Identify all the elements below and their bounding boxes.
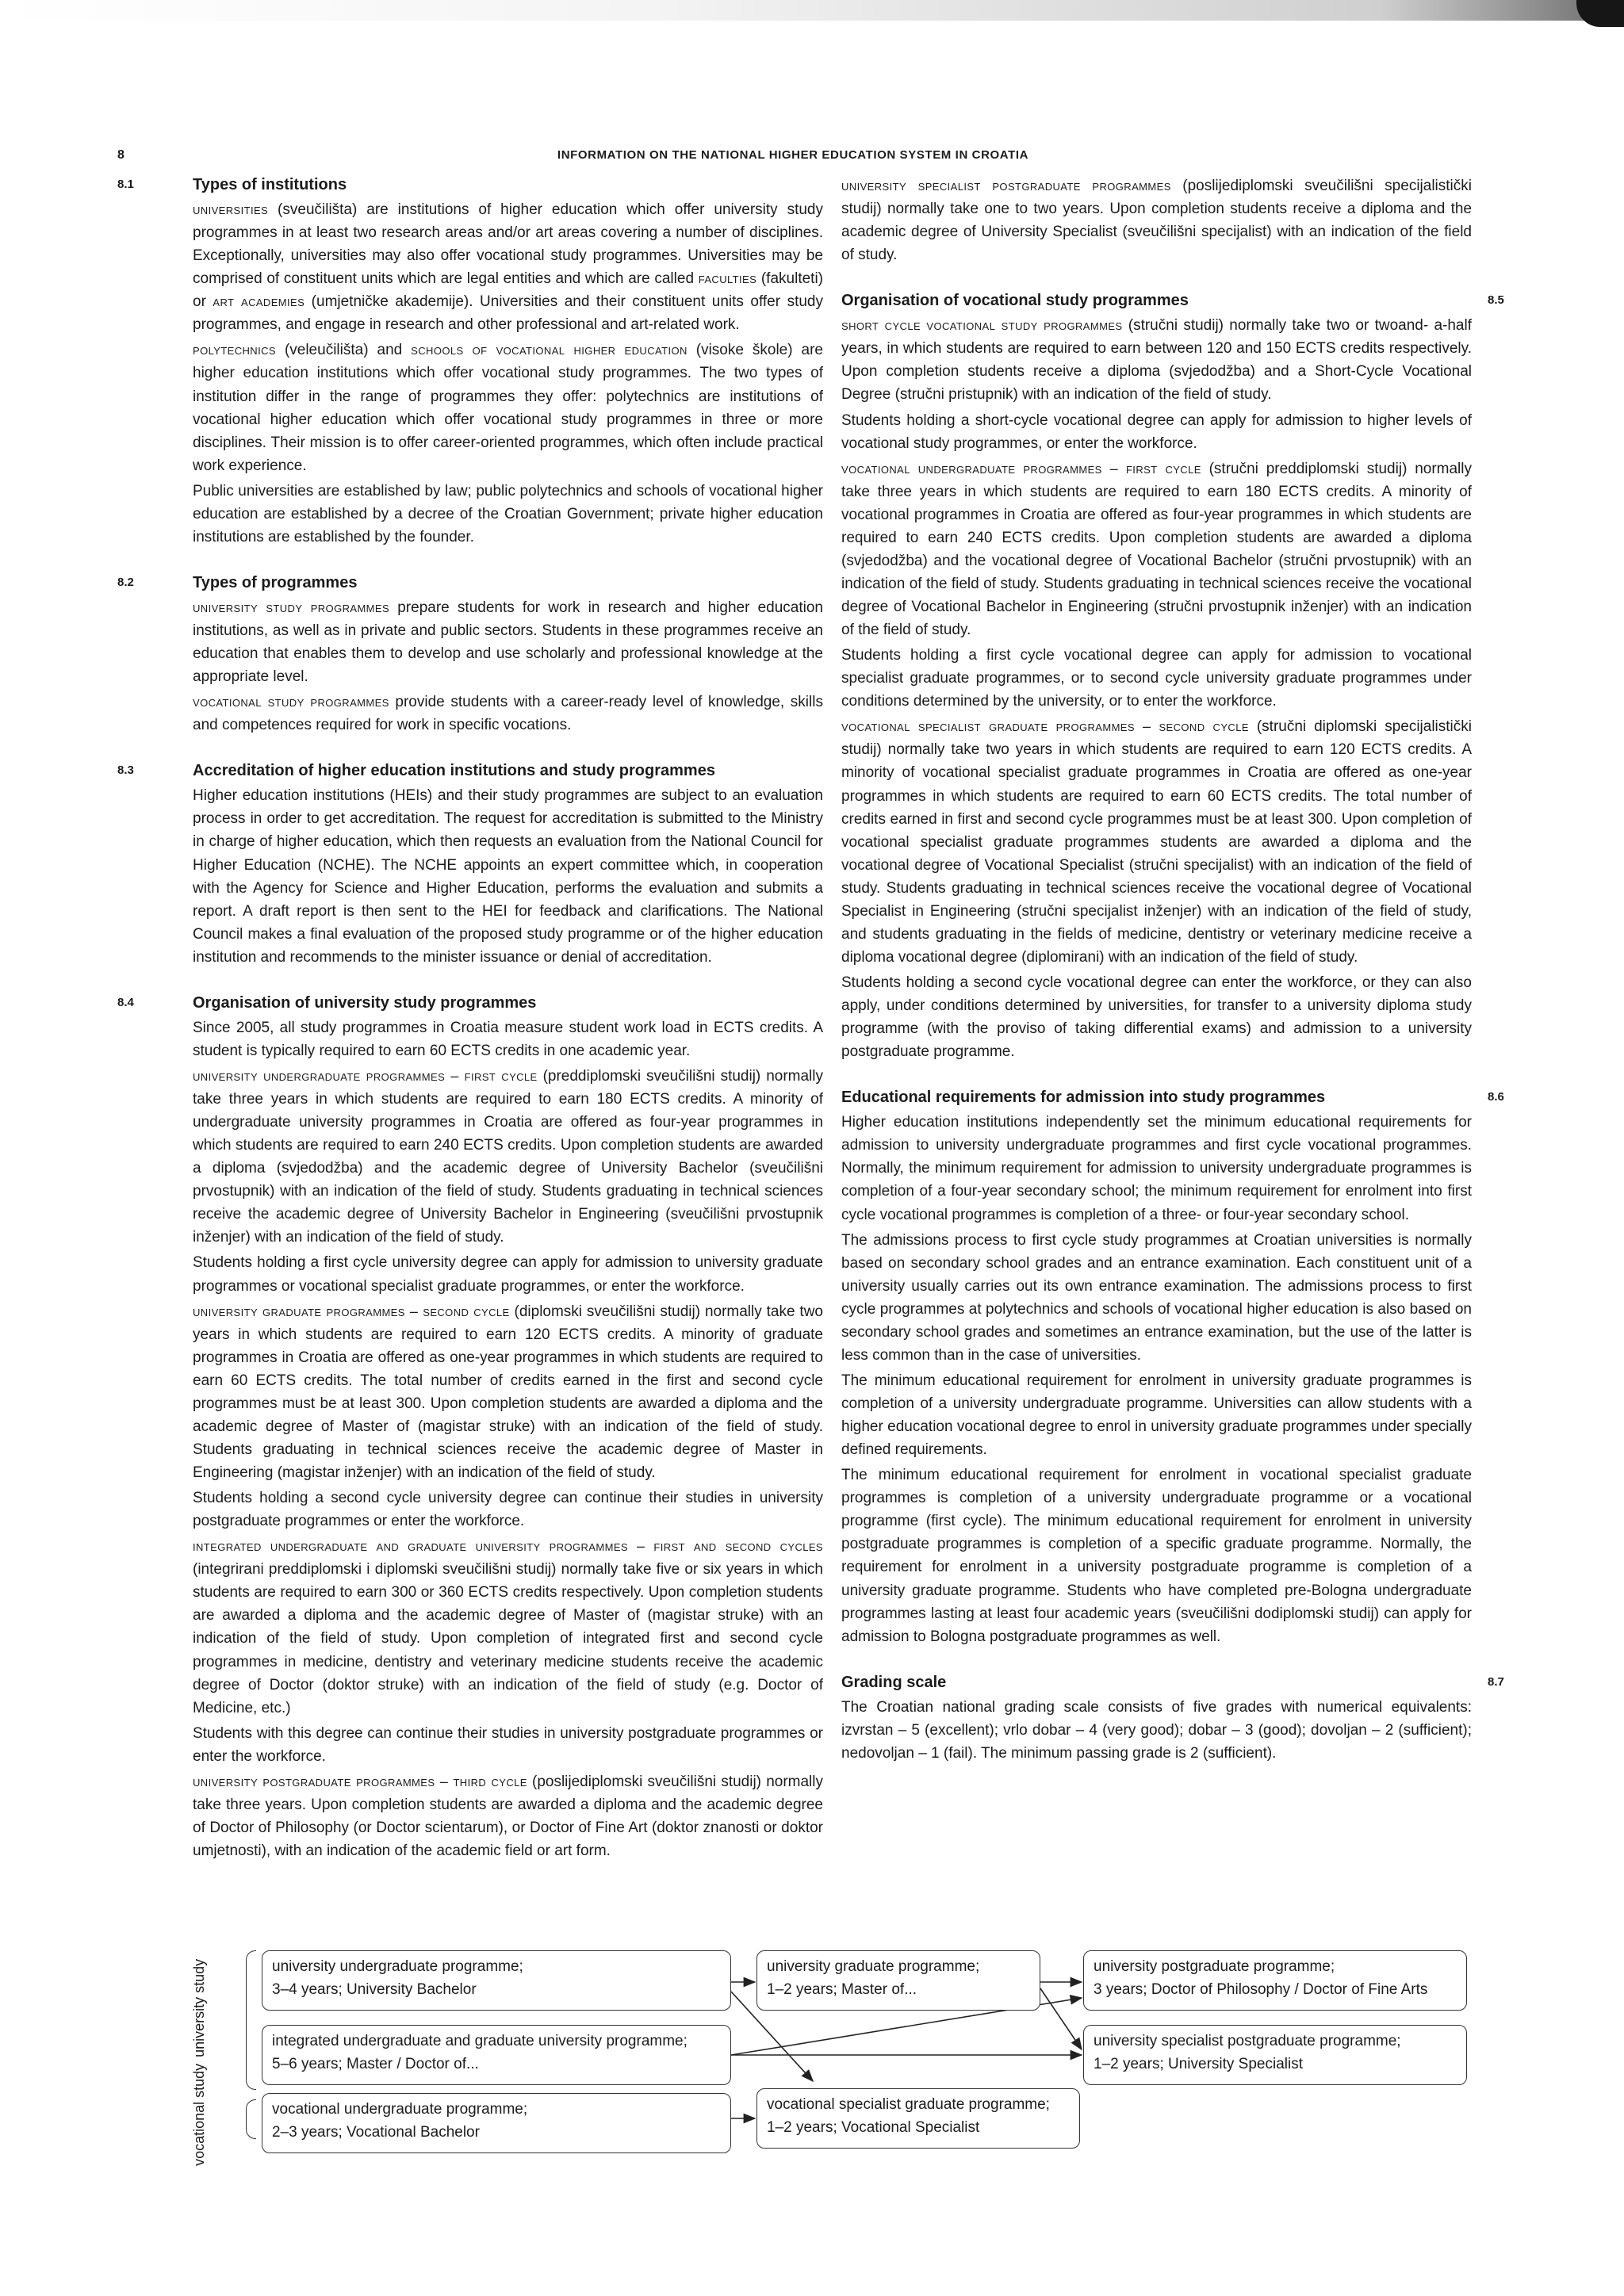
paragraph: university undergraduate programmes – first cycle (preddiplomski sveučilišni studij) normally take three years in which students are required to earn 180 ECTS credits. A minority of undergraduate university programmes in Croatia are offered as four-year programmes in which students are required to earn 240 ECTS credits. Upon completion students are awarded a diploma (svjedodžba) and the academic degree of University Bachelor (sveučilišni prvostupnik) with an indication of the field of study. Students graduating in technical sciences receive the academic degree of University Bachelor in Engineering (sveučilišni prvostupnik inženjer) with an indication of the field of study. bbox=[193, 1067, 823, 1246]
paragraph: The admissions process to first cycle study programmes at Croatian universities is normally based on secondary school grades and an entrance examination. Each constituent unit of a university usually carries out its own entrance examination. The admissions process to first cycle programmes at polytechnics and schools of vocational higher education is also based on secondary school grades and sometimes an entrance examination, but the use of the latter is less common than in the case of universities. bbox=[841, 1231, 1472, 1364]
left-column bbox=[117, 174, 824, 1886]
paragraph: The minimum educational requirement for enrolment in university graduate programmes is completion of a university undergraduate programme. Universities can allow students with a higher education vocational degree to enrol in university graduate programmes under specially defined requirements. bbox=[841, 1372, 1472, 1459]
section-8-1 bbox=[117, 174, 824, 549]
paragraph: The Croatian national grading scale consists of five grades with numerical equivalents: izvrstan – 5 (excellent); vrlo dobar – 4 (very good); dobar – 3 (good); dovoljan – 2 (sufficient); nedovoljan – 1 (fail). The minimum passing grade is 2 (sufficient). bbox=[841, 1698, 1472, 1762]
paragraph: Students holding a first cycle university degree can apply for admission to university graduate programmes or vocational specialist graduate programmes, or enter the workforce. bbox=[193, 1254, 823, 1295]
paragraph: vocational undergraduate programmes – first cycle (stručni preddiplomski studij) normally take three years in which students are required to earn 180 ECTS credits. A minority of vocational programmes in Croatia are offered as four-year programmes in which students are required to earn 240 ECTS credits. Upon completion students are awarded a diploma (svjedodžba) and the vocational degree of Vocational Bachelor (stručni prvostupnik) with an indication of the field of study. Students graduating in technical sciences receive the vocational degree of Vocational Bachelor in Engineering (stručni prvostupnik inženjer) with an indication of the field of study. bbox=[841, 460, 1472, 639]
paragraph: Students with this degree can continue their studies in university postgraduate programmes or enter the workforce. bbox=[193, 1724, 823, 1765]
paragraph: integrated undergraduate and graduate university programmes – first and second cycles (integrirani preddiplomski i diplomski sveučilišni studij) normally take five or six years in which students are required to earn 300 or 360 ECTS credits respectively. Upon completion students are awarded a diploma and the academic degree of Master of (magistar struke) with an indication of the field of study. Upon completion of integrated first and second cycle programmes in medicine, dentistry and veterinary medicine students receive the academic degree of Doctor (doktor struke) with an indication of the field of study (e.g. Doctor of Medicine, etc.) bbox=[193, 1538, 823, 1716]
degree-structure-diagram bbox=[182, 1934, 1491, 2172]
paragraph: universities (sveučilišta) are institutions of higher education which offer university study programmes in at least two research areas and/or art areas covering a number of disciplines. Exceptionally, universities may also offer vocational study programmes. Universities may be comprised of constituent units which are legal entities and which are called faculties (fakulteti) or art academies (umjetničke akademije). Universities and their constituent units offer study programmes, and engage in research and other professional and art-related work. bbox=[193, 201, 823, 334]
paragraph: university graduate programmes – second cycle (diplomski sveučilišni studij) normally take two years in which students are required to earn 120 ECTS credits. A minority of graduate programmes in Croatia are offered as one-year programmes in which students are required to earn 60 ECTS credits. The total number of credits earned in the first and second cycle programmes must be at least 300. Upon completion students are awarded a diploma and the academic degree of Master of (magistar struke) with an indication of the field of study. Students graduating in technical sciences receive the academic degree of Master in Engineering (magistar inženjer) with an indication of the field of study. bbox=[193, 1303, 823, 1481]
section-number: 8.6 bbox=[1488, 1090, 1504, 1104]
page-number: 8 bbox=[117, 148, 124, 162]
box-vocational-undergraduate: vocational undergraduate programme; 2–3 years; Vocational Bachelor bbox=[262, 2093, 731, 2153]
paragraph: Public universities are established by law; public polytechnics and schools of vocational higher education are established by a decree of the Croatian Government; private higher education institutions are established by the founder. bbox=[193, 482, 823, 545]
paragraph: Students holding a second cycle university degree can continue their studies in university postgraduate programmes or enter the workforce. bbox=[193, 1490, 823, 1530]
section-8-3 bbox=[117, 760, 823, 969]
paragraph: vocational specialist graduate programmes – second cycle (stručni diplomski specijalistički studij) normally take two years in which students are required to earn 120 ECTS credits. A minority of vocational specialist graduate programmes in Croatia are offered as one-year programmes in which students are required to earn 60 ECTS credits. The total number of credits earned in first and second cycle programmes must be at least 300. Upon completion of vocational specialist graduate programmes students are awarded a diploma and the vocational degree of Vocational Specialist (stručni specijalist) with an indication of the field of study. Students graduating in technical sciences receive the vocational degree of Vocational Specialist in Engineering (stručni specijalist inženjer) with an indication of the field of study, and students graduating in the fields of medicine, dentistry or veterinary medicine receive a diploma vocational degree (diplomirani) with an indication of the field of study. bbox=[841, 718, 1472, 966]
label-university-study: university study bbox=[191, 1958, 208, 2057]
section-8-6 bbox=[841, 1087, 1504, 1647]
paragraph: Students holding a first cycle vocational degree can apply for admission to vocational specialist graduate programmes, or to second cycle university graduate programmes under conditions determined by the university, or to enter the workforce. bbox=[841, 647, 1472, 710]
bracket-vocational bbox=[246, 2099, 256, 2139]
paragraph: Students holding a second cycle vocational degree can enter the workforce, or they can also apply, under conditions determined by universities, for transfer to a university diploma study programme (with the proviso of taking differential exams) and admission to a university postgraduate programme. bbox=[841, 974, 1472, 1061]
box-university-undergraduate: university undergraduate programme; 3–4 years; University Bachelor bbox=[262, 1950, 731, 2011]
section-title: Types of institutions bbox=[193, 176, 347, 193]
section-number: 8.7 bbox=[1488, 1674, 1504, 1689]
paragraph: Higher education institutions independently set the minimum educational requirements for admission to university undergraduate programmes and first cycle vocational programmes. Normally, the minimum requirement for admission to university undergraduate programmes is completion of a four-year secondary school; the minimum requirement for enrolment into first cycle vocational programmes is completion of a three- or four-year secondary school. bbox=[841, 1114, 1472, 1223]
box-university-graduate: university graduate programme; 1–2 years; Master of... bbox=[756, 1950, 1040, 2011]
paragraph: university study programmes prepare students for work in research and higher education institutions, as well as in private and public sectors. Students in these programmes receive an education that enables them to develop and use scholarly and professional knowledge at the appropriate level. bbox=[193, 599, 823, 686]
arrow bbox=[1040, 1988, 1082, 2049]
paragraph: vocational study programmes provide students with a career-ready level of knowledge, skills and competences required for work in specific vocations. bbox=[193, 694, 823, 734]
section-number: 8.3 bbox=[117, 763, 134, 778]
section-title: Organisation of university study programmes bbox=[193, 993, 537, 1012]
section-number: 8.4 bbox=[117, 995, 134, 1009]
section-8-5 bbox=[841, 290, 1504, 1063]
paragraph: The minimum educational requirement for enrolment in vocational specialist graduate programmes is completion of a university undergraduate programme or a vocational programme (first cycle). The minimum educational requirement for enrolment in university postgraduate programmes is completion of a specific graduate programme. Normally, the requirement for enrolment in a university postgraduate programme is completion of a university graduate programme. Students who have completed pre-Bologna undergraduate programmes lasting at least four academic years (sveučilišni dodiplomski studij) can apply for admission to Bologna postgraduate programmes as well. bbox=[841, 1467, 1472, 1645]
right-column bbox=[841, 174, 1504, 1789]
paragraph: university specialist postgraduate programmes (poslijediplomski sveučilišni specijalistički studij) normally take one to two years. Upon completion students receive a diploma and the academic degree of University Specialist (sveučilišni specijalist) with an indication of the field of study. bbox=[841, 178, 1472, 264]
section-title: Educational requirements for admission into study programmes bbox=[841, 1089, 1326, 1107]
scan-edge bbox=[0, 0, 1624, 21]
section-8-7 bbox=[841, 1672, 1504, 1765]
box-university-postgraduate: university postgraduate programme; 3 years; Doctor of Philosophy / Doctor of Fine Arts bbox=[1083, 1950, 1467, 2011]
paragraph: Higher education institutions (HEIs) and their study programmes are subject to an evaluation process in order to get accreditation. The request for accreditation is submitted to the Ministry in charge of higher education, which then requests an evaluation from the National Council for Higher Education (NCHE). The NCHE appoints an expert committee which, in cooperation with the Agency for Science and Higher Education, performs the evaluation and submits a report. A draft report is then sent to the HEI for feedback and clarifications. The National Council makes a final evaluation of the proposed study programme or of the higher education institution and recommends to the minister issuance or denial of accreditation. bbox=[193, 787, 823, 966]
section-number: 8.2 bbox=[117, 575, 134, 589]
paragraph: polytechnics (veleučilišta) and schools of vocational higher education (visoke škole) are higher education institutions which offer vocational study programmes. The two types of institution differ in the range of programmes they offer: polytechnics are institutions of vocational higher education which offer vocational study programmes in three or more disciplines. Their mission is to offer career-oriented programmes, which often include practical work experience. bbox=[193, 342, 824, 474]
section-8-2 bbox=[117, 572, 823, 737]
label-vocational-study: vocational study bbox=[191, 2063, 208, 2166]
paragraph: Since 2005, all study programmes in Croatia measure student work load in ECTS credits. A student is typically required to earn 60 ECTS credits in one academic year. bbox=[193, 1019, 823, 1059]
box-vocational-specialist: vocational specialist graduate programme; 1–2 years; Vocational Specialist bbox=[756, 2088, 1080, 2149]
scan-corner bbox=[1576, 0, 1624, 27]
section-number: 8.5 bbox=[1488, 293, 1504, 308]
running-title: INFORMATION ON THE NATIONAL HIGHER EDUCATION SYSTEM IN CROATIA bbox=[557, 148, 1029, 162]
section-number: 8.1 bbox=[117, 178, 134, 191]
paragraph: university postgraduate programmes – third cycle (poslijediplomski sveučilišni studij) normally take three years. Upon completion students are awarded a diploma and the academic degree of Doctor of Philosophy (or Doctor scientarum), or Doctor of Fine Art (doktor znanosti or doktor umjetnosti), with an indication of the academic field or art form. bbox=[193, 1773, 823, 1859]
section-8-4-continued bbox=[841, 174, 1472, 266]
bracket-university bbox=[246, 1950, 256, 2090]
section-title: Organisation of vocational study programmes bbox=[841, 292, 1189, 310]
section-title: Grading scale bbox=[841, 1673, 947, 1691]
paragraph: short cycle vocational study programmes (stručni studij) normally take two or twoand- a-half years, in which students are required to earn between 120 and 150 ECTS credits respectively. Upon completion students receive a diploma (svjedodžba) and a Short-Cycle Vocational Degree (stručni pristupnik) with an indication of the field of study. bbox=[841, 317, 1472, 404]
section-title: Accreditation of higher education institutions and study programmes bbox=[193, 762, 715, 780]
paragraph: Students holding a short-cycle vocational degree can apply for admission to higher levels of vocational study programmes, or enter the workforce. bbox=[841, 411, 1472, 452]
section-8-4 bbox=[117, 993, 823, 1862]
section-title: Types of programmes bbox=[193, 573, 358, 591]
box-university-specialist: university specialist postgraduate programme; 1–2 years; University Specialist bbox=[1083, 2025, 1467, 2085]
box-integrated-programme: integrated undergraduate and graduate university programme; 5–6 years; Master / Doctor of... bbox=[262, 2025, 731, 2085]
